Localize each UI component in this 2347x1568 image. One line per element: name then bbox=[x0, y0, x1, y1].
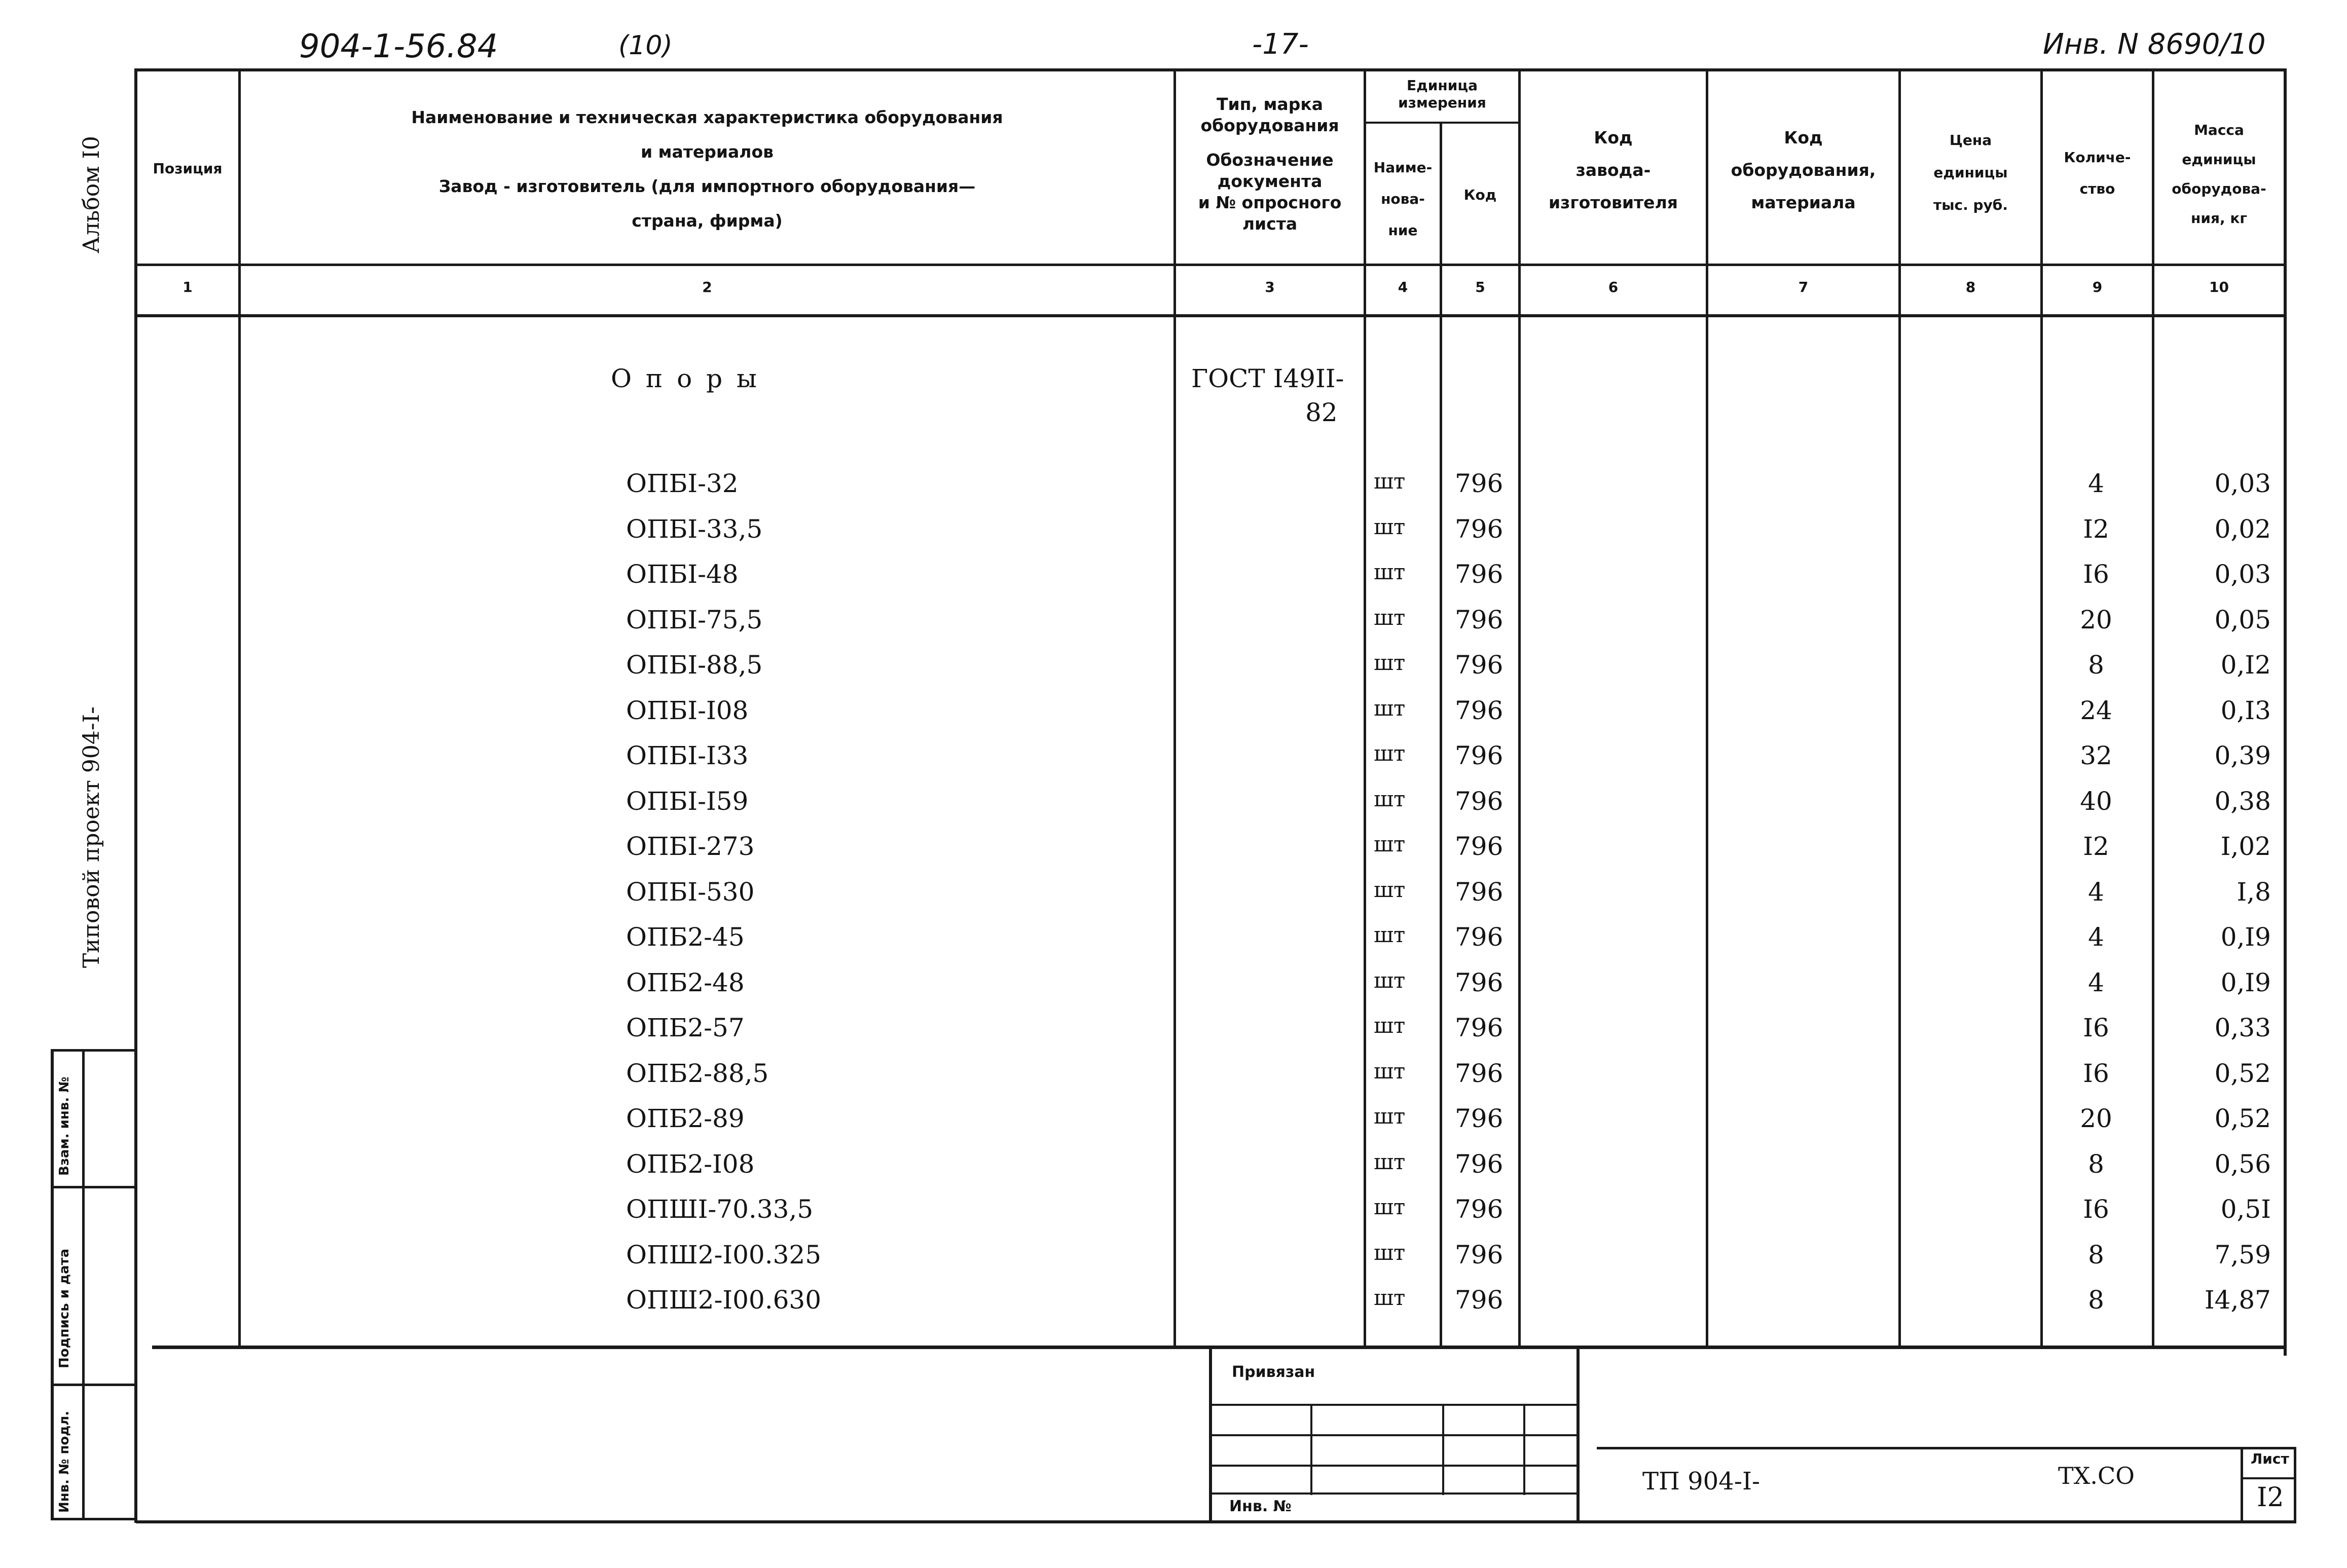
row-mass: 7,59 bbox=[2214, 1240, 2271, 1270]
row-name: ОПШ2-I00.630 bbox=[626, 1285, 822, 1315]
album-label: Альбом I0 bbox=[79, 136, 104, 253]
row-mass: 0,05 bbox=[2214, 605, 2271, 634]
project-code-annotation: 904-1-56.84 bbox=[299, 28, 498, 65]
project-vertical-label: Типовой проект 904-I- bbox=[79, 706, 104, 968]
header-plant-code bbox=[1521, 122, 1706, 219]
header-price bbox=[1901, 124, 2040, 221]
colnum-2: 2 bbox=[702, 279, 712, 295]
row-name: ОПБ2-45 bbox=[626, 922, 745, 952]
row-unit: шт bbox=[1374, 1013, 1406, 1038]
row-code: 796 bbox=[1455, 832, 1503, 861]
row-qty: I6 bbox=[2083, 559, 2109, 589]
row-qty: I2 bbox=[2083, 514, 2109, 544]
row-mass: I4,87 bbox=[2204, 1285, 2271, 1315]
header-unit-name-line2: нова- bbox=[1381, 191, 1425, 207]
row-code: 796 bbox=[1455, 1104, 1503, 1133]
header-mass-line3: оборудова- bbox=[2172, 180, 2266, 197]
row-mass: 0,52 bbox=[2214, 1104, 2271, 1133]
header-unit-name bbox=[1366, 152, 1440, 246]
row-mass: 0,52 bbox=[2214, 1059, 2271, 1088]
section-title: О п о р ы bbox=[611, 364, 760, 393]
colnum-6: 6 bbox=[1608, 279, 1619, 295]
colnum-5: 5 bbox=[1475, 279, 1485, 295]
row-code: 796 bbox=[1455, 469, 1503, 498]
header-plant-code-line2: завода- bbox=[1575, 160, 1651, 180]
header-qty bbox=[2043, 142, 2152, 205]
row-unit: шт bbox=[1374, 1194, 1406, 1219]
row-name: ОПБ2-I08 bbox=[626, 1149, 755, 1179]
header-type-line5: и № опросного bbox=[1198, 193, 1342, 212]
row-code: 796 bbox=[1455, 1194, 1503, 1224]
colnum-3: 3 bbox=[1265, 279, 1275, 295]
header-name-line1: Наименование и техническая характеристика оборудования bbox=[411, 107, 1003, 127]
row-name: ОПШ2-I00.325 bbox=[626, 1240, 822, 1270]
row-code: 796 bbox=[1455, 968, 1503, 997]
header-unit-group-line1: Единица bbox=[1407, 77, 1478, 94]
row-name: ОПБI-88,5 bbox=[626, 650, 763, 680]
row-qty: 8 bbox=[2088, 1149, 2104, 1179]
section-standard-line2: 82 bbox=[1305, 398, 1338, 427]
row-name: ОПБI-32 bbox=[626, 469, 739, 498]
row-unit: шт bbox=[1374, 877, 1406, 902]
inventory-annotation: Инв. N 8690/10 bbox=[2043, 28, 2266, 61]
header-mass-line1: Масса bbox=[2194, 122, 2244, 138]
row-name: ОПБ2-57 bbox=[626, 1013, 745, 1042]
row-qty: I6 bbox=[2083, 1059, 2109, 1088]
row-code: 796 bbox=[1455, 1285, 1503, 1315]
row-qty: 8 bbox=[2088, 650, 2104, 680]
row-unit: шт bbox=[1374, 514, 1406, 539]
header-unit-name-line1: Наиме- bbox=[1373, 159, 1433, 176]
header-unit-name-line3: ние bbox=[1388, 222, 1418, 239]
row-unit: шт bbox=[1374, 832, 1406, 856]
row-qty: 4 bbox=[2088, 469, 2104, 498]
row-unit: шт bbox=[1374, 469, 1406, 494]
header-name-line2: и материалов bbox=[640, 142, 774, 162]
row-name: ОПБ2-48 bbox=[626, 968, 745, 997]
header-mass-line2: единицы bbox=[2182, 151, 2256, 168]
row-unit: шт bbox=[1374, 1240, 1406, 1265]
row-qty: 20 bbox=[2080, 1104, 2112, 1133]
bound-label: Привязан bbox=[1232, 1363, 1315, 1381]
row-code: 796 bbox=[1455, 877, 1503, 907]
colnum-10: 10 bbox=[2209, 279, 2229, 295]
row-name: ОПБI-530 bbox=[626, 877, 755, 907]
header-name bbox=[241, 104, 1174, 235]
stamp-sign-date: Подпись и дата bbox=[57, 1248, 72, 1368]
section-standard-line1: ГОСТ I49II- bbox=[1191, 364, 1344, 393]
header-equip-code-line3: материала bbox=[1751, 193, 1856, 212]
header-position: Позиция bbox=[153, 160, 223, 177]
row-qty: 40 bbox=[2080, 787, 2112, 816]
row-unit: шт bbox=[1374, 1104, 1406, 1129]
row-unit: шт bbox=[1374, 968, 1406, 993]
header-price-line3: тыс. руб. bbox=[1933, 197, 2008, 213]
part-annotation: (10) bbox=[618, 30, 673, 61]
row-mass: 0,38 bbox=[2214, 787, 2271, 816]
row-code: 796 bbox=[1455, 1059, 1503, 1088]
row-qty: I6 bbox=[2083, 1013, 2109, 1042]
sheet-number: I2 bbox=[2257, 1482, 2284, 1513]
row-unit: шт bbox=[1374, 696, 1406, 721]
row-code: 796 bbox=[1455, 696, 1503, 725]
row-mass: 0,02 bbox=[2214, 514, 2271, 544]
row-mass: 0,39 bbox=[2214, 741, 2271, 770]
inv-number-label: Инв. № bbox=[1229, 1498, 1292, 1515]
row-unit: шт bbox=[1374, 922, 1406, 947]
header-qty-line2: ство bbox=[2079, 180, 2115, 197]
header-unit-group-line2: измерения bbox=[1398, 94, 1486, 111]
stamp-inv-orig: Инв. № подл. bbox=[57, 1410, 72, 1513]
header-mass-line4: ния, кг bbox=[2191, 210, 2247, 227]
header-type bbox=[1176, 94, 1364, 235]
header-type-line1: Тип, марка bbox=[1217, 94, 1323, 114]
header-price-line1: Цена bbox=[1949, 132, 1992, 148]
row-name: ОПБI-75,5 bbox=[626, 605, 763, 634]
colnum-8: 8 bbox=[1965, 279, 1976, 295]
row-mass: 0,I9 bbox=[2220, 922, 2271, 952]
row-qty: I2 bbox=[2083, 832, 2109, 861]
header-plant-code-line3: изготовителя bbox=[1549, 193, 1678, 212]
row-name: ОПБI-273 bbox=[626, 832, 755, 861]
sheet-mark-annotation: -17- bbox=[1252, 28, 1309, 61]
row-mass: 0,03 bbox=[2214, 469, 2271, 498]
row-unit: шт bbox=[1374, 787, 1406, 811]
row-code: 796 bbox=[1455, 741, 1503, 770]
row-unit: шт bbox=[1374, 1285, 1406, 1310]
row-qty: I6 bbox=[2083, 1194, 2109, 1224]
row-mass: 0,56 bbox=[2214, 1149, 2271, 1179]
header-name-line4: страна, фирма) bbox=[632, 211, 783, 231]
row-qty: 20 bbox=[2080, 605, 2112, 634]
row-mass: 0,03 bbox=[2214, 559, 2271, 589]
header-equip-code bbox=[1708, 122, 1898, 219]
colnum-1: 1 bbox=[182, 279, 193, 295]
row-code: 796 bbox=[1455, 1013, 1503, 1042]
sheet-label: Лист bbox=[2251, 1450, 2289, 1467]
header-equip-code-line2: оборудования, bbox=[1731, 160, 1876, 180]
colnum-9: 9 bbox=[2092, 279, 2103, 295]
row-qty: 4 bbox=[2088, 968, 2104, 997]
row-mass: 0,33 bbox=[2214, 1013, 2271, 1042]
doc-mark: ТХ.СО bbox=[2058, 1462, 2135, 1489]
row-code: 796 bbox=[1455, 1149, 1503, 1179]
row-mass: 0,I3 bbox=[2220, 696, 2271, 725]
header-name-line3: Завод - изготовитель (для импортного оборудования— bbox=[438, 176, 976, 196]
colnum-4: 4 bbox=[1398, 279, 1408, 295]
row-qty: 24 bbox=[2080, 696, 2112, 725]
row-qty: 32 bbox=[2080, 741, 2112, 770]
row-name: ОПБI-I59 bbox=[626, 787, 749, 816]
row-unit: шт bbox=[1374, 605, 1406, 630]
header-unit-group bbox=[1366, 77, 1518, 111]
doc-code: ТП 904-I- bbox=[1642, 1467, 1761, 1496]
row-code: 796 bbox=[1455, 787, 1503, 816]
row-name: ОПБI-I33 bbox=[626, 741, 749, 770]
row-code: 796 bbox=[1455, 514, 1503, 544]
header-type-line6: листа bbox=[1242, 214, 1298, 234]
row-code: 796 bbox=[1455, 605, 1503, 634]
row-mass: 0,I9 bbox=[2220, 968, 2271, 997]
row-name: ОПБI-48 bbox=[626, 559, 739, 589]
row-qty: 8 bbox=[2088, 1240, 2104, 1270]
header-mass bbox=[2154, 116, 2284, 233]
row-code: 796 bbox=[1455, 1240, 1503, 1270]
header-type-line2: оборудования bbox=[1200, 116, 1339, 135]
row-unit: шт bbox=[1374, 650, 1406, 675]
row-unit: шт bbox=[1374, 741, 1406, 766]
row-code: 796 bbox=[1455, 650, 1503, 680]
row-unit: шт bbox=[1374, 1149, 1406, 1174]
header-unit-code: Код bbox=[1463, 186, 1497, 203]
row-mass: 0,5I bbox=[2220, 1194, 2271, 1224]
header-price-line2: единицы bbox=[1933, 164, 2008, 181]
row-code: 796 bbox=[1455, 922, 1503, 952]
row-name: ОПБ2-89 bbox=[626, 1104, 745, 1133]
row-name: ОПБI-I08 bbox=[626, 696, 749, 725]
row-code: 796 bbox=[1455, 559, 1503, 589]
row-name: ОПШI-70.33,5 bbox=[626, 1194, 814, 1224]
row-qty: 8 bbox=[2088, 1285, 2104, 1315]
colnum-7: 7 bbox=[1798, 279, 1809, 295]
row-unit: шт bbox=[1374, 1059, 1406, 1084]
stamp-replaced-inv: Взам. инв. № bbox=[57, 1076, 72, 1176]
row-mass: I,8 bbox=[2236, 877, 2271, 907]
row-mass: I,02 bbox=[2220, 832, 2271, 861]
row-qty: 4 bbox=[2088, 922, 2104, 952]
row-mass: 0,I2 bbox=[2220, 650, 2271, 680]
header-type-line3: Обозначение bbox=[1206, 150, 1334, 170]
header-type-line4: документа bbox=[1217, 171, 1323, 191]
header-equip-code-line1: Код bbox=[1784, 128, 1823, 147]
header-qty-line1: Количе- bbox=[2064, 149, 2131, 166]
row-name: ОПБI-33,5 bbox=[626, 514, 763, 544]
row-qty: 4 bbox=[2088, 877, 2104, 907]
row-name: ОПБ2-88,5 bbox=[626, 1059, 769, 1088]
header-plant-code-line1: Код bbox=[1594, 128, 1633, 147]
row-unit: шт bbox=[1374, 559, 1406, 584]
